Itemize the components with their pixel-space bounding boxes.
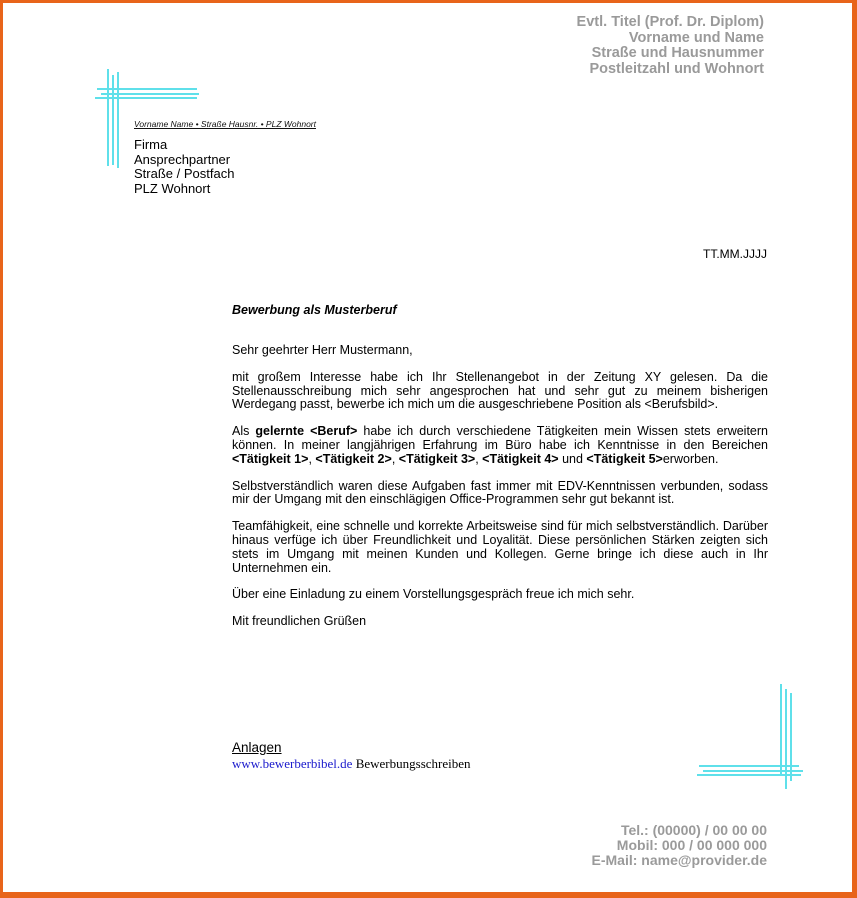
website-text: Bewerbungsschreiben [352,756,471,771]
website-line [232,756,471,772]
recipient-contact: Ansprechpartner [134,151,231,167]
paragraph-soft-skills: Teamfähigkeit, eine schnelle und korrekte Arbeitsweise sind für mich selbstverständlich. Darüber hinaus verfüge ich über Freundlichkeit und Loyalität. Diese persönlichen Stärken zeigten sich stets im Umgang mit meinen Kunden und Kollegen. Gerne bringe ich diese auch in Ihr Unternehmen ein. [232,519,768,575]
bold-run: <Tätigkeit 2> [315,451,392,466]
paragraph-experience [232,425,768,466]
sender-street: Straße und Hausnummer [591,45,764,61]
bold-run: <Tätigkeit 4> [482,451,559,466]
recipient-city: PLZ Wohnort [134,180,211,196]
closing: Mit freundlichen Grüßen [232,614,367,629]
letter-page [3,3,852,892]
text-run: , [391,451,399,466]
recipient-address [134,138,234,196]
contact-phone: Tel.: (00000) / 00 00 00 [620,822,767,838]
bold-run: gelernte <Beruf> [255,424,358,439]
letter-subject: Bewerbung als Musterberuf [232,303,397,317]
website-link[interactable]: www.bewerberbibel.de [232,756,353,771]
paragraph-it-skills: Selbstverständlich waren diese Aufgaben fast immer mit EDV-Kenntnissen verbunden, sodass mir der Umgang mit den einschlägigen Office-Programmen sehr gut bekannt ist. [232,478,768,507]
letter-date: TT.MM.JJJJ [703,247,767,261]
contact-email: E-Mail: name@provider.de [591,852,767,868]
sender-name: Vorname und Name [628,29,764,46]
sender-title: Evtl. Titel (Prof. Dr. Diplom) [576,14,764,30]
text-run: erworben. [662,451,719,466]
recipient-company: Firma [134,137,168,152]
contact-mobile: Mobil: 000 / 00 000 000 [616,837,767,853]
text-run: , [308,451,316,466]
text-run: habe ich durch verschiedene Tätigkeiten mein Wissen stets erweitern können. In meiner langjährigen Erfahrung im Büro habe ich Kenntnisse in den Bereichen [232,424,768,452]
bold-run: <Tätigkeit 1> [232,451,309,466]
return-address-line: Vorname Name • Straße Hausnr. • PLZ Wohnort [134,119,316,129]
attachments-label: Anlagen [232,740,282,755]
recipient-street: Straße / Postfach [134,166,235,181]
contact-info [592,823,767,868]
letter-body [232,344,768,642]
bold-run: <Tätigkeit 5> [586,451,663,466]
sender-address [577,15,764,77]
text-run: und [558,451,587,466]
sender-city: Postleitzahl und Wohnort [589,60,764,77]
text-run: , [475,451,483,466]
paragraph-invitation: Über eine Einladung zu einem Vorstellungsgespräch freue ich mich sehr. [232,587,635,602]
bold-run: <Tätigkeit 3> [398,451,476,466]
paragraph-interest: mit großem Interesse habe ich Ihr Stellenangebot in der Zeitung XY gelesen. Da die Stellenausschreibung mich sehr angesprochen hat und sehr gut zu meinem bisherigen Werdegang passt, bewerbe ich mich um die ausgeschriebene Position als <Berufsbild>. [232,369,768,412]
text-run: Als [232,424,256,439]
salutation: Sehr geehrter Herr Mustermann, [232,343,413,357]
